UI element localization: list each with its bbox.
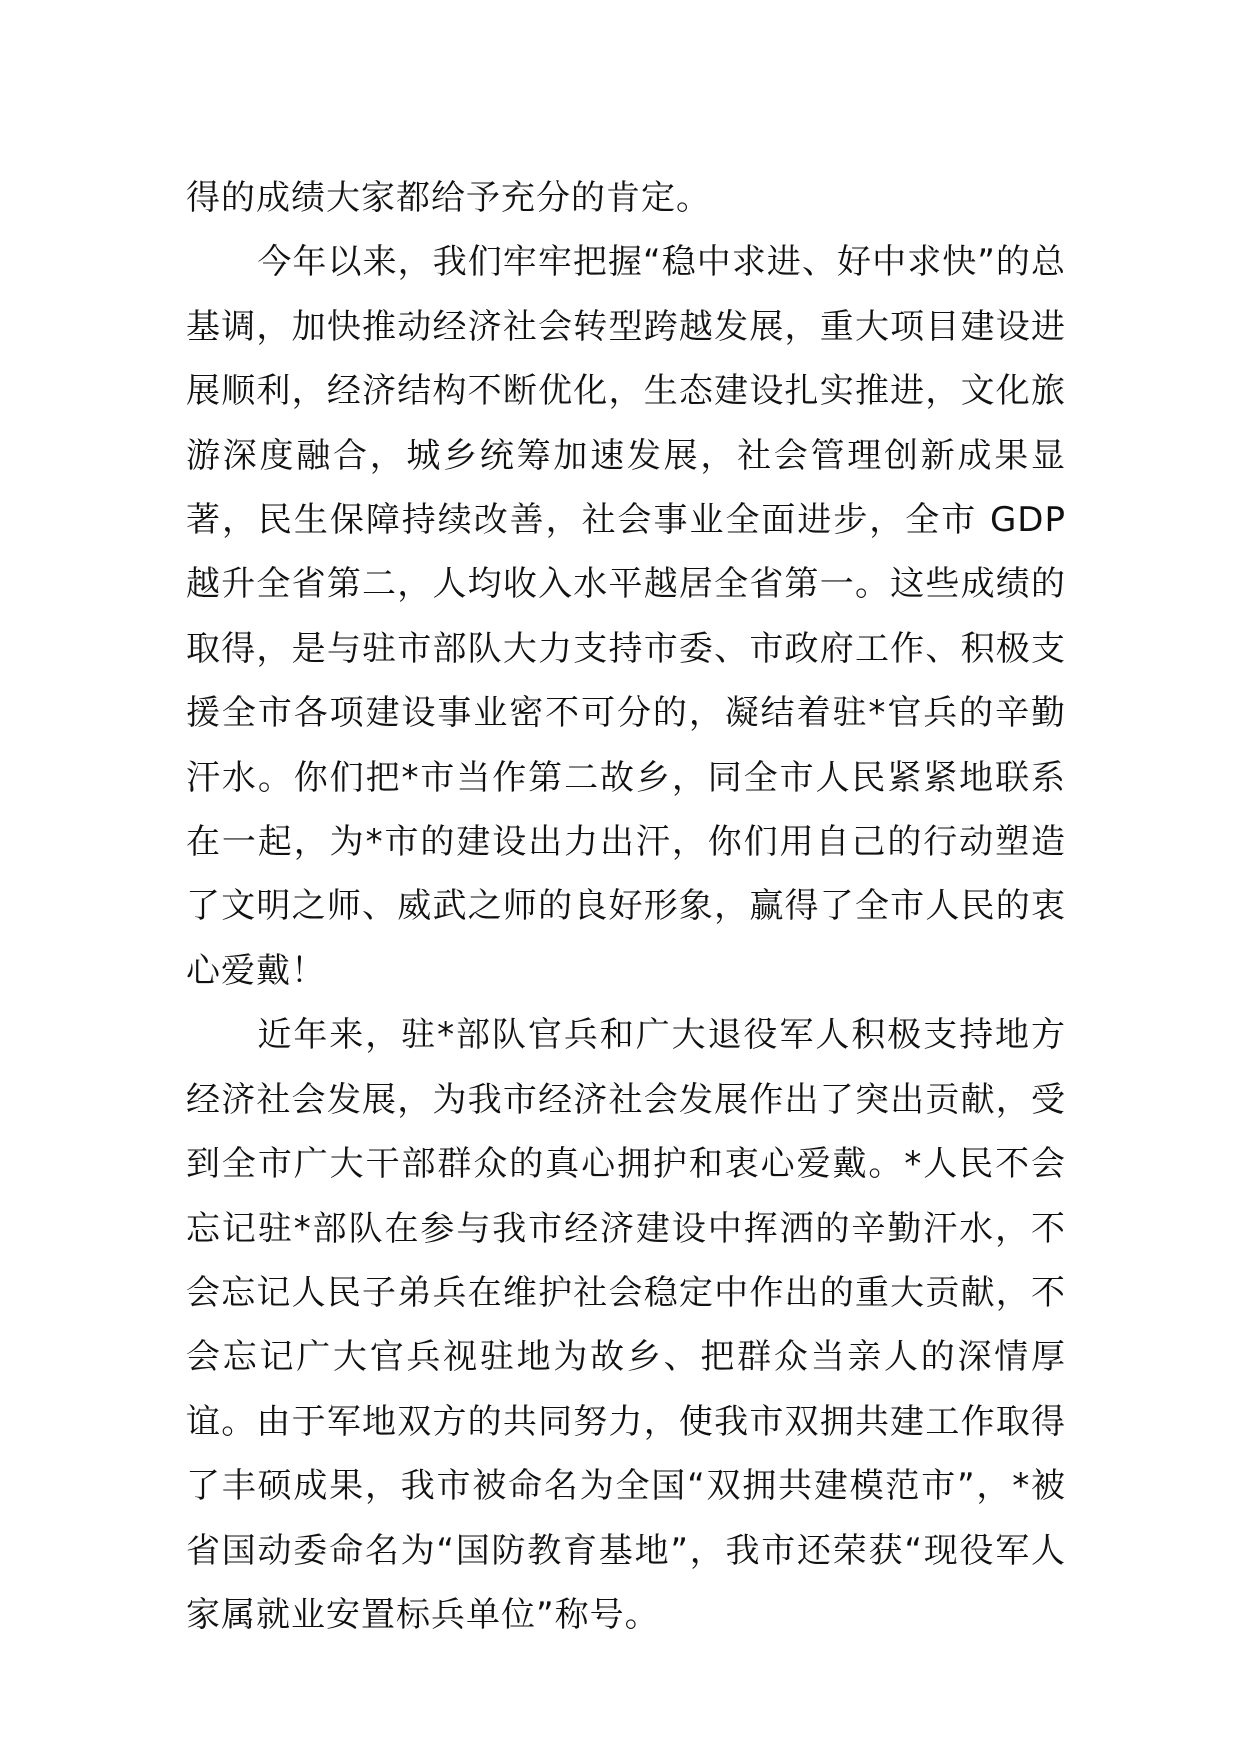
document-body	[186, 166, 1066, 1647]
paragraph-achievements: 今年以来，我们牢牢把握“稳中求进、好中求快”的总基调，加快推动经济社会转型跨越发展，重大项目建设进展顺利，经济结构不断优化，生态建设扎实推进，文化旅游深度融合，城乡统筹加速发展，社会管理创新成果显著，民生保障持续改善，社会事业全面进步，全市 GDP 越升全省第二，人均收入水平越居全省第一。这些成绩的取得，是与驻市部队大力支持市委、市政府工作、积极支援全市各项建设事业密不可分的，凝结着驻*官兵的辛勤汗水。你们把*市当作第二故乡，同全市人民紧紧地联系在一起，为*市的建设出力出汗，你们用自己的行动塑造了文明之师、威武之师的良好形象，赢得了全市人民的衷心爱戴！	[186, 242, 1066, 991]
paragraph-military-support: 近年来，驻*部队官兵和广大退役军人积极支持地方经济社会发展，为我市经济社会发展作出了突出贡献，受到全市广大干部群众的真心拥护和衷心爱戴。*人民不会忘记驻*部队在参与我市经济建设中挥洒的辛勤汗水，不会忘记人民子弟兵在维护社会稳定中作出的重大贡献，不会忘记广大官兵视驻地为故乡、把群众当亲人的深情厚谊。由于军地双方的共同努力，使我市双拥共建工作取得了丰硕成果，我市被命名为全国“双拥共建模范市”，*被省国动委命名为“国防教育基地”，我市还荣获“现役军人家属就业安置标兵单位”称号。	[186, 1015, 1066, 1635]
paragraph-continuation: 得的成绩大家都给予充分的肯定。	[186, 178, 711, 218]
